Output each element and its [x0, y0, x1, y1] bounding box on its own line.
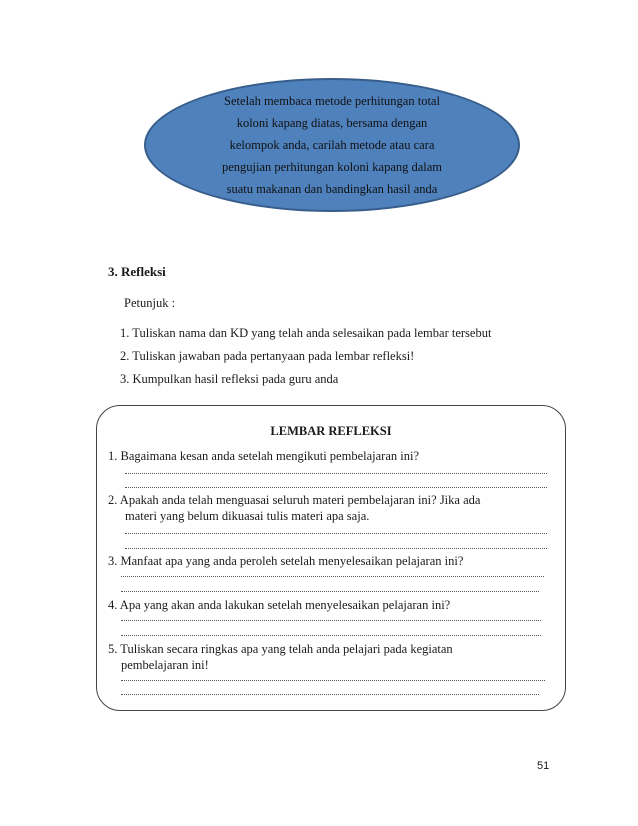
ellipse-line: suatu makanan dan bandingkan hasil anda — [226, 182, 438, 196]
list-item: 1. Tuliskan nama dan KD yang telah anda selesaikan pada lembar tersebut — [120, 326, 492, 340]
list-item: 3. Kumpulkan hasil refleksi pada guru anda — [120, 372, 339, 386]
question-4: 4. Apa yang akan anda lakukan setelah menyelesaikan pelajaran ini? — [108, 598, 451, 612]
ellipse-line: koloni kapang diatas, bersama dengan — [236, 116, 428, 130]
page-number: 51 — [537, 760, 550, 772]
question-1: 1. Bagaimana kesan anda setelah mengikuti pembelajaran ini? — [108, 449, 419, 463]
answer-line-5a[interactable] — [121, 680, 545, 681]
instruction-list — [120, 325, 491, 394]
reflection-title: LEMBAR REFLEKSI — [270, 424, 392, 438]
question-2: 2. Apakah anda telah menguasai seluruh materi pembelajaran ini? Jika ada — [108, 493, 481, 507]
question-2-cont: materi yang belum dikuasai tulis materi apa saja. — [125, 509, 370, 523]
answer-line-4b[interactable] — [121, 635, 541, 636]
answer-line-1b[interactable] — [125, 487, 547, 488]
answer-line-1a[interactable] — [125, 473, 547, 474]
ellipse-line: kelompok anda, carilah metode atau cara — [229, 138, 435, 152]
question-3: 3. Manfaat apa yang anda peroleh setelah menyelesaikan pelajaran ini? — [108, 554, 464, 568]
answer-line-5b[interactable] — [121, 694, 539, 695]
answer-line-2a[interactable] — [125, 533, 547, 534]
question-5: 5. Tuliskan secara ringkas apa yang telah anda pelajari pada kegiatan — [108, 642, 453, 656]
question-5-cont: pembelajaran ini! — [121, 658, 209, 672]
answer-line-3a[interactable] — [121, 576, 544, 577]
answer-line-4a[interactable] — [121, 620, 541, 621]
ellipse-line: Setelah membaca metode perhitungan total — [224, 94, 440, 108]
section-title: 3. Refleksi — [108, 264, 166, 279]
instructions-label: Petunjuk : — [124, 296, 176, 310]
answer-line-3b[interactable] — [121, 591, 539, 592]
answer-line-2b[interactable] — [125, 548, 547, 549]
ellipse-text — [200, 90, 464, 200]
list-item: 2. Tuliskan jawaban pada pertanyaan pada lembar refleksi! — [120, 349, 415, 363]
ellipse-line: pengujian perhitungan koloni kapang dalam — [221, 160, 443, 174]
